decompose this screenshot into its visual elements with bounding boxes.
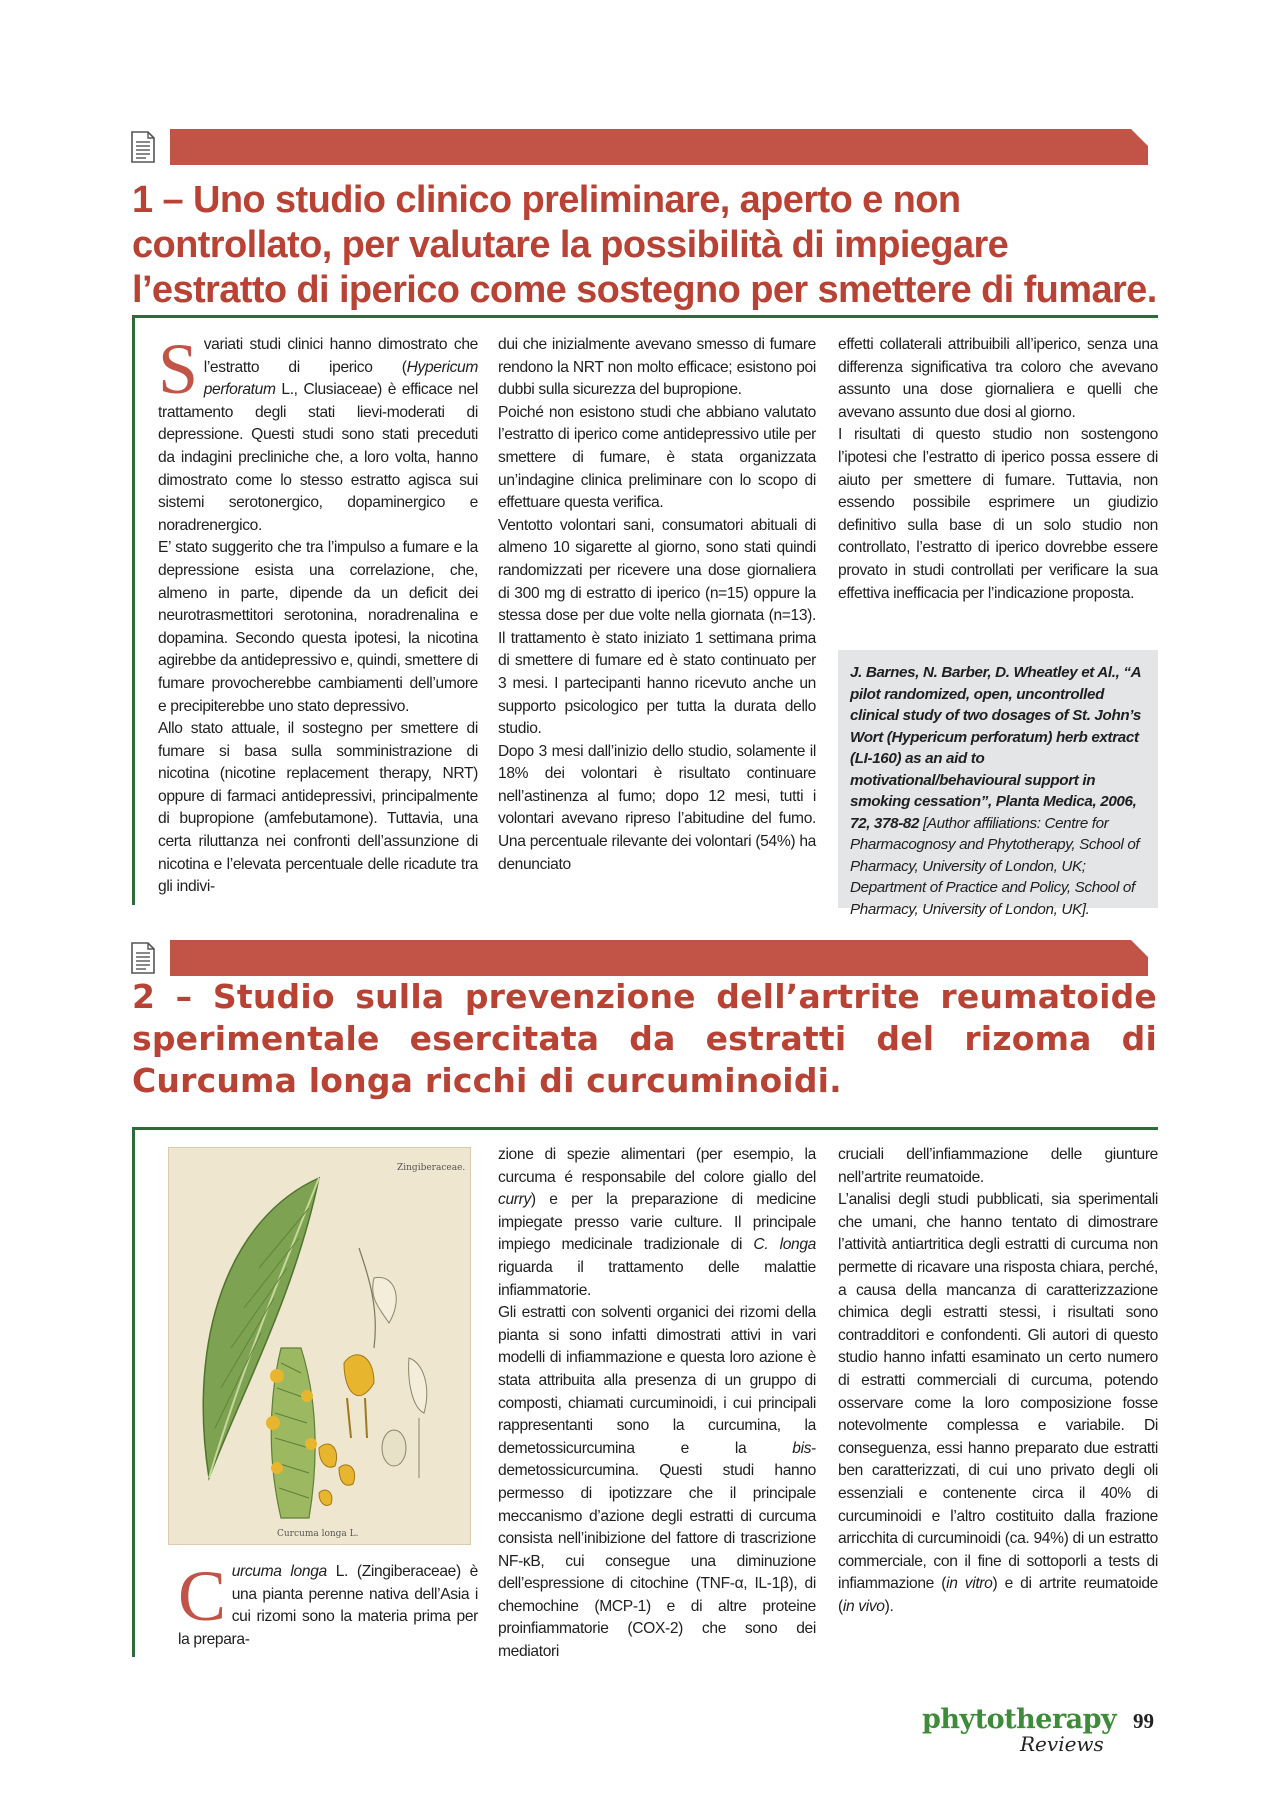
paragraph: E’ stato suggerito che tra l’impulso a fumare e la depressione esista una correlazione, che, almeno in parte, dipende da un deficit dei neurotrasmettitori serotonina, noradrenalina e dopamina. Secondo questa ipotesi, la nicotina agirebbe da antidepressivo e, quindi, smettere di fumare provocherebbe cambiamenti dell’umore e precipiterebbe uno stato depressivo. — [158, 539, 478, 715]
reference-box — [838, 650, 1158, 918]
article-column-3 — [838, 334, 1158, 605]
paragraph: zione di spezie alimentari (per esempio, la curcuma é responsabile del colore giallo del curry) e per la preparazione di medicine impiegate presso varie culture. Il principale impiego medicinale tradizionale di C. longa riguarda il trattamento delle malattie infiammatorie. — [498, 1146, 817, 1299]
paragraph: Allo stato attuale, il sostegno per smettere di fumare si basa sulla somministrazione di nicotina (nicotine replacement therapy, NRT) oppure di farmaci antidepressivi, principalmente di bupropione (amfebutamone). Tuttavia, una certa riluttanza nei confronti dell’assunzione di nicotina e l’elevata percentuale delle ricadute tra gli indivi- — [158, 720, 478, 896]
paragraph: dui che inizialmente avevano smesso di fumare rendono la NRT non molto efficace; esistono poi dubbi sulla sicurezza del bupropione. — [498, 336, 816, 399]
frame-top-border — [132, 1127, 1158, 1130]
section-header-band — [170, 129, 1148, 165]
drop-cap: S — [158, 329, 198, 409]
paragraph: Gli estratti con solventi organici dei rizomi della pianta si sono infatti dimostrati attivi in vari modelli di infiammazione e questa loro azione è stata attribuita alla presenza di un gruppo di composti, chiamati curcuminoidi, i cui principali rappresentanti sono la curcumina, la demetossicurcumina e la bis-demetossicurcumina. Questi studi hanno permesso di ipotizzare che il principale meccanismo d’azione degli estratti di curcuma consista nell’inibizione del fattore di trascrizione NF-κB, cui consegue una diminuzione dell’espressione di citochine (TNF-α, IL-1β), di chemochine (MCP-1) e di altre proteine proinfiammatorie (COX-2) che sono dei mediatori — [498, 1304, 816, 1661]
botanical-drawing — [169, 1148, 472, 1546]
article-column-2 — [498, 334, 816, 876]
article-column-3 — [838, 1144, 1158, 1618]
author-affiliations: [Author affiliations: Centre for Pharmacognosy and Phytotherapy, School of Pharmacy, University of London, UK; Department of Practice and Policy, School of Pharmacy, University of London, UK]. — [850, 814, 1140, 918]
plate-bottom-label: Curcuma longa L. — [277, 1529, 359, 1539]
frame-top-border — [132, 315, 1158, 318]
paragraph: L’analisi degli studi pubblicati, sia sperimentali che umani, che hanno tentato di dimostrare l’attività antiartritica degli estratti di curcuma non permette di ricavare una risposta chiara, perché, a causa della mancanza di caratterizzazione chimica degli estratti stessi, i risultati sono contradditori e confondenti. Gli autori di questo studio hanno infatti esaminato un certo numero di estratti commerciali di curcuma, potendo osservare come la loro composizione fosse notevolmente complessa e variabile. Di conseguenza, essi hanno preparato due estratti ben caratterizzati, di cui uno privato degli oli essenziali e contenente circa il 40% di curcuminoidi e l’altro costituito dalla frazione arricchita di curcuminoidi (ca. 94%) di un estratto commerciale, con il fine di sottoporli a tests di infiammazione (in vitro) e di artrite reumatoide (in vivo). — [838, 1191, 1158, 1615]
paragraph: Svariati studi clinici hanno dimostrato che l’estratto di iperico (Hypericum perforatum L., Clusiaceae) è efficace nel trattamento degli stati lievi-moderati di depressione. Questi studi sono stati preceduti da indagini precliniche che, a loro volta, hanno dimostrato come lo stesso estratto agisca sui sistemi serotonergico, dopaminergico e noradrenergico. — [158, 329, 478, 534]
paragraph: I risultati di questo studio non sostengono l’ipotesi che l’estratto di iperico possa essere di aiuto per smettere di fumare. Tuttavia, non essendo possibile esprimere un giudizio definitivo sulla base di un solo studio non controllato, l’estratto di iperico dovrebbe essere provato in studi controllati per verificare la sua effettiva inefficacia per l’indicazione proposta. — [838, 426, 1158, 602]
plate-top-label: Zingiberaceae. — [397, 1163, 466, 1173]
paragraph: Ventotto volontari sani, consumatori abituali di almeno 10 sigarette al giorno, sono stati quindi randomizzati per ricevere una dose giornaliera di 300 mg di estratto di iperico (n=15) oppure la stessa dose per due volte nella giornata (n=13). Il trattamento è stato iniziato 1 settimana prima di smettere di fumare ed è stato continuato per 3 mesi. I partecipanti hanno ricevuto anche un supporto psicologico per tutta la durata dello studio. — [498, 516, 816, 738]
paragraph: effetti collaterali attribuibili all’iperico, senza una differenza significativa tra coloro che avevano assunto una dose giornaliera e quelli che avevano assunto due dosi al giorno. — [838, 336, 1158, 421]
citation: J. Barnes, N. Barber, D. Wheatley et Al., “A pilot randomized, open, uncontrolled clinical study of two dosages of St. John’s Wort (Hypericum perforatum) herb extract (LI-160) as an aid to motivational/behavioural support in smoking cessation”, Planta Medica, 2006, 72, 378-82 — [850, 664, 1141, 832]
document-icon — [130, 941, 156, 975]
article-title: 1 – Uno studio clinico preliminare, aperto e non controllato, per valutare la possibilità di impiegare l’estratto di iperico come sostegno per smettere di fumare. — [132, 179, 1157, 311]
paragraph: Dopo 3 mesi dall’inizio dello studio, solamente il 18% dei volontari è risultato continuare nell’astinenza al fumo; dopo 12 mesi, tutti i volontari avevano ripreso l’abitudine del fumo. Una percentuale rilevante dei volontari (54%) ha denunciato — [498, 742, 816, 873]
article-column-1 — [158, 329, 478, 899]
journal-logo — [922, 1704, 1117, 1760]
paragraph: Poiché non esistono studi che abbiano valutato l’estratto di iperico come antidepressivo utile per smettere di fumare, è stata organizzata un’indagine clinica preliminare con lo scopo di effettuare questa verifica. — [498, 403, 816, 512]
drop-cap: C — [178, 1556, 226, 1636]
logo-main-text: phytotherapy — [922, 1704, 1117, 1735]
article-column-1 — [178, 1556, 478, 1651]
frame-left-border — [132, 1127, 135, 1657]
article-column-2 — [498, 1144, 816, 1664]
document-icon — [130, 130, 156, 164]
frame-left-border — [132, 315, 135, 905]
paragraph: cruciali dell’infiammazione delle giunture nell’artrite reumatoide. — [838, 1146, 1158, 1186]
logo-sub-text: Reviews — [1020, 1732, 1104, 1756]
curcuma-illustration — [168, 1147, 471, 1545]
article-title: 2 – Studio sulla prevenzione dell’artrite reumatoide sperimentale esercitata da estratti del rizoma di Curcuma longa ricchi di curcuminoidi. — [132, 977, 1157, 1100]
paragraph: Curcuma longa L. (Zingiberaceae) è una pianta perenne nativa dell’Asia i cui rizomi sono la materia prima per la prepara- — [178, 1556, 478, 1648]
page-number: 99 — [1133, 1709, 1154, 1733]
section-header-band — [170, 940, 1148, 976]
